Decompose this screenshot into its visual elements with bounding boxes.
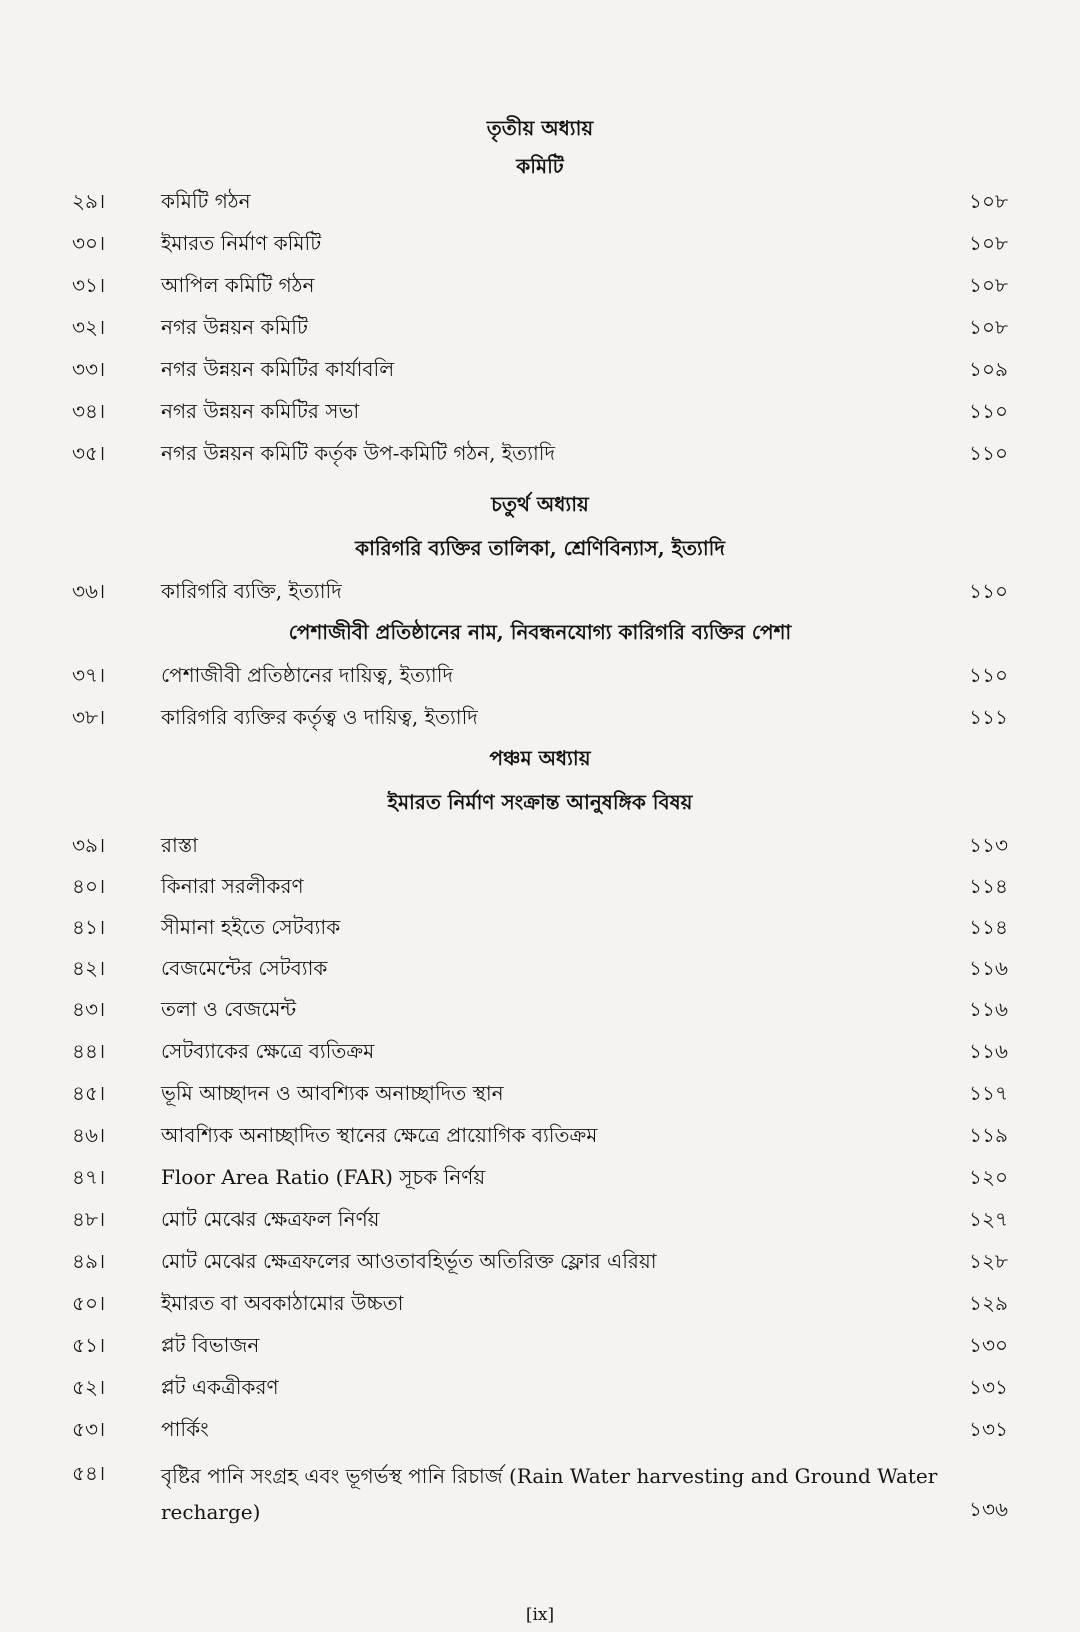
- toc-entry: [0, 830, 1080, 860]
- entry-title: নগর উন্নয়ন কমিটি কর্তৃক উপ-কমিটি গঠন, ইত্যাদি: [161, 441, 556, 465]
- entry-page: ১১৪: [969, 915, 1008, 939]
- entry-number: ৩৮।: [72, 705, 106, 729]
- toc-entry: [0, 186, 1080, 216]
- toc-entry: [0, 1078, 1080, 1108]
- entry-page: ১৩০: [969, 1333, 1008, 1357]
- entry-number: ৩৬।: [72, 579, 106, 603]
- toc-entry: [0, 1458, 1080, 1532]
- entry-page: ১১৯: [969, 1123, 1008, 1147]
- toc-entry: [0, 1372, 1080, 1402]
- profession-heading: পেশাজীবী প্রতিষ্ঠানের নাম, নিবন্ধনযোগ্য কারিগরি ব্যক্তির পেশা: [288, 620, 792, 644]
- entry-page: ১১০: [969, 399, 1008, 423]
- entry-page: ১১০: [969, 579, 1008, 603]
- entry-page: ১৩১: [969, 1375, 1008, 1399]
- chapter-4-title: চতুর্থ অধ্যায়: [491, 492, 589, 516]
- toc-entry: [0, 438, 1080, 468]
- toc-entry: [0, 702, 1080, 732]
- entry-title: তলা ও বেজমেন্ট: [161, 997, 297, 1021]
- entry-title: কিনারা সরলীকরণ: [161, 874, 304, 898]
- entry-page: ১১৬: [969, 997, 1008, 1021]
- toc-entry: [0, 1162, 1080, 1192]
- entry-title: বৃষ্টির পানি সংগ্রহ এবং ভূগর্ভস্থ পানি রিচার্জ (Rain Water harvesting and Ground Water recharge): [161, 1464, 938, 1524]
- toc-entry: [0, 994, 1080, 1024]
- entry-number: ৪৮।: [72, 1207, 106, 1231]
- entry-number: ২৯।: [72, 189, 106, 213]
- entry-title: ইমারত বা অবকাঠামোর উচ্চতা: [161, 1291, 404, 1315]
- entry-page: ১১৩: [969, 833, 1008, 857]
- entry-number: ৪৭।: [72, 1165, 106, 1189]
- entry-page: ১২০: [969, 1165, 1008, 1189]
- entry-number: ৪৫।: [72, 1081, 106, 1105]
- entry-title: নগর উন্নয়ন কমিটি: [161, 315, 308, 339]
- entry-title: সীমানা হইতে সেটব্যাক: [161, 915, 341, 939]
- chapter-3-title: তৃতীয় অধ্যায়: [486, 116, 594, 140]
- entry-number: ৪৯।: [72, 1249, 106, 1273]
- entry-page: ১১১: [969, 705, 1008, 729]
- entry-number: ৪৪।: [72, 1039, 106, 1063]
- entry-title: নগর উন্নয়ন কমিটির কার্যাবলি: [161, 357, 395, 381]
- toc-entry: [0, 312, 1080, 342]
- entry-title: প্লট বিভাজন: [161, 1333, 260, 1357]
- entry-number: ৩৯।: [72, 833, 106, 857]
- entry-page: ১১৬: [969, 1039, 1008, 1063]
- entry-title: বেজমেন্টের সেটব্যাক: [161, 956, 328, 980]
- entry-page: ১১৪: [969, 874, 1008, 898]
- entry-number: ৩৩।: [72, 357, 106, 381]
- entry-number: ৩২।: [72, 315, 106, 339]
- entry-page: ১১৭: [969, 1081, 1008, 1105]
- toc-entry: [0, 912, 1080, 942]
- entry-page: ১৩১: [969, 1417, 1008, 1441]
- entry-page: ১২৯: [969, 1291, 1008, 1315]
- entry-number: ৫১।: [72, 1333, 106, 1357]
- entry-page: ১০৮: [969, 189, 1008, 213]
- entry-page: ১১০: [969, 663, 1008, 687]
- entry-number: ৫২।: [72, 1375, 106, 1399]
- toc-entry: [0, 354, 1080, 384]
- chapter-5-subtitle: ইমারত নির্মাণ সংক্রান্ত আনুষঙ্গিক বিষয়: [387, 790, 693, 814]
- entry-number: ৪২।: [72, 956, 106, 980]
- entry-number: ৪৬।: [72, 1123, 106, 1147]
- entry-number: ৫৪।: [72, 1461, 106, 1485]
- entry-number: ৫০।: [72, 1291, 106, 1315]
- entry-title: নগর উন্নয়ন কমিটির সভা: [161, 399, 360, 423]
- entry-page: ১১৬: [969, 956, 1008, 980]
- toc-entry: [0, 228, 1080, 258]
- entry-page: ১০৮: [969, 231, 1008, 255]
- entry-title: Floor Area Ratio (FAR) সূচক নির্ণয়: [161, 1165, 486, 1189]
- entry-title: কারিগরি ব্যক্তির কর্তৃত্ব ও দায়িত্ব, ইত্যাদি: [161, 705, 478, 729]
- entry-title: রাস্তা: [161, 833, 198, 857]
- entry-page: ১১০: [969, 441, 1008, 465]
- entry-title: সেটব্যাকের ক্ষেত্রে ব্যতিক্রম: [161, 1039, 375, 1063]
- entry-title: কারিগরি ব্যক্তি, ইত্যাদি: [161, 579, 342, 603]
- entry-title: পেশাজীবী প্রতিষ্ঠানের দায়িত্ব, ইত্যাদি: [161, 663, 453, 687]
- toc-entry: [0, 396, 1080, 426]
- toc-entry: [0, 1246, 1080, 1276]
- entry-number: ৩৭।: [72, 663, 106, 687]
- entry-page: ১০৮: [969, 315, 1008, 339]
- entry-number: ৪০।: [72, 874, 106, 898]
- toc-entry: [0, 576, 1080, 606]
- page-number-footer: [ix]: [525, 1605, 555, 1625]
- entry-number: ৪৩।: [72, 997, 106, 1021]
- entry-number: ৩০।: [72, 231, 106, 255]
- toc-entry: [0, 660, 1080, 690]
- entry-page: ১০৮: [969, 273, 1008, 297]
- entry-title: কমিটি গঠন: [161, 189, 251, 213]
- toc-entry: [0, 1036, 1080, 1066]
- entry-title: ভূমি আচ্ছাদন ও আবশ্যিক অনাচ্ছাদিত স্থান: [161, 1081, 504, 1105]
- entry-page: ১২৮: [969, 1249, 1008, 1273]
- toc-entry: [0, 1414, 1080, 1444]
- toc-entry: [0, 1120, 1080, 1150]
- entry-number: ৩৫।: [72, 441, 106, 465]
- toc-entry: [0, 1288, 1080, 1318]
- entry-page: ১২৭: [969, 1207, 1008, 1231]
- toc-entry: [0, 871, 1080, 901]
- entry-title: মোট মেঝের ক্ষেত্রফলের আওতাবহির্ভূত অতিরিক্ত ফ্লোর এরিয়া: [161, 1249, 657, 1273]
- entry-title: পার্কিং: [161, 1417, 209, 1441]
- chapter-4-subtitle: কারিগরি ব্যক্তির তালিকা, শ্রেণিবিন্যাস, ইত্যাদি: [355, 536, 725, 560]
- toc-entry: [0, 953, 1080, 983]
- toc-entry: [0, 1330, 1080, 1360]
- entry-number: ৪১।: [72, 915, 106, 939]
- entry-title: আপিল কমিটি গঠন: [161, 273, 315, 297]
- chapter-3-subtitle: কমিটি: [516, 154, 564, 178]
- entry-page: ১৩৬: [969, 1497, 1008, 1521]
- toc-entry: [0, 270, 1080, 300]
- entry-page: ১০৯: [969, 357, 1008, 381]
- toc-entry: [0, 1204, 1080, 1234]
- entry-title: প্লট একত্রীকরণ: [161, 1375, 279, 1399]
- chapter-5-title: পঞ্চম অধ্যায়: [489, 746, 591, 770]
- entry-number: ৫৩।: [72, 1417, 106, 1441]
- entry-number: ৩৪।: [72, 399, 106, 423]
- entry-title: আবশ্যিক অনাচ্ছাদিত স্থানের ক্ষেত্রে প্রায়োগিক ব্যতিক্রম: [161, 1123, 598, 1147]
- entry-number: ৩১।: [72, 273, 106, 297]
- entry-title: মোট মেঝের ক্ষেত্রফল নির্ণয়: [161, 1207, 380, 1231]
- entry-title: ইমারত নির্মাণ কমিটি: [161, 231, 322, 255]
